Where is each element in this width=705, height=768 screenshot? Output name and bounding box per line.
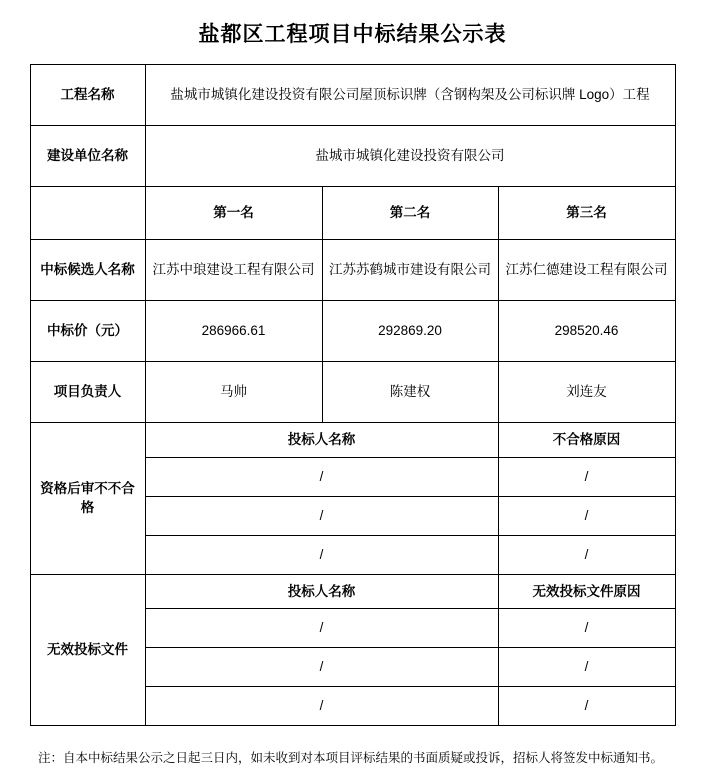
unqualified-bidder-3: / xyxy=(145,535,498,574)
invalid-label: 无效投标文件 xyxy=(30,574,145,726)
invalid-bidder-3: / xyxy=(145,687,498,726)
page-title: 盐都区工程项目中标结果公示表 xyxy=(198,23,507,46)
rank-header-2: 第二名 xyxy=(322,187,498,240)
bid-price-1: 286966.61 xyxy=(145,301,322,362)
table-row xyxy=(30,362,675,423)
unqualified-bidder-1: / xyxy=(145,457,498,496)
project-name-label: 工程名称 xyxy=(30,65,145,126)
candidate-label: 中标候选人名称 xyxy=(30,240,145,301)
project-manager-3: 刘连友 xyxy=(498,362,675,423)
unqualified-header-reason: 不合格原因 xyxy=(498,423,675,458)
table-row xyxy=(30,126,675,187)
unqualified-header-bidder: 投标人名称 xyxy=(145,423,498,458)
project-manager-label: 项目负责人 xyxy=(30,362,145,423)
owner-value: 盐城市城镇化建设投资有限公司 xyxy=(145,126,675,187)
rank-blank-cell xyxy=(30,187,145,240)
invalid-bidder-2: / xyxy=(145,648,498,687)
owner-label: 建设单位名称 xyxy=(30,126,145,187)
candidate-2: 江苏苏鹤城市建设有限公司 xyxy=(322,240,498,301)
invalid-header-bidder: 投标人名称 xyxy=(145,574,498,609)
project-name-value: 盐城市城镇化建设投资有限公司屋顶标识牌（含钢构架及公司标识牌 Logo）工程 xyxy=(145,65,675,126)
bid-result-table xyxy=(30,64,676,726)
table-row xyxy=(30,301,675,362)
invalid-bidder-1: / xyxy=(145,609,498,648)
unqualified-label: 资格后审不不合格 xyxy=(30,423,145,575)
invalid-reason-1: / xyxy=(498,609,675,648)
unqualified-reason-3: / xyxy=(498,535,675,574)
bid-price-2: 292869.20 xyxy=(322,301,498,362)
unqualified-reason-2: / xyxy=(498,496,675,535)
project-manager-2: 陈建权 xyxy=(322,362,498,423)
table-row xyxy=(30,423,675,458)
candidate-3: 江苏仁德建设工程有限公司 xyxy=(498,240,675,301)
rank-header-3: 第三名 xyxy=(498,187,675,240)
footer-note: 注：自本中标结果公示之日起三日内，如未收到对本项目评标结果的书面质疑或投诉，招标人将签发中标通知书。 xyxy=(38,751,664,766)
bid-price-3: 298520.46 xyxy=(498,301,675,362)
rank-header-1: 第一名 xyxy=(145,187,322,240)
bid-price-label: 中标价（元） xyxy=(30,301,145,362)
invalid-reason-3: / xyxy=(498,687,675,726)
table-row xyxy=(30,65,675,126)
table-row xyxy=(30,240,675,301)
project-manager-1: 马帅 xyxy=(145,362,322,423)
unqualified-reason-1: / xyxy=(498,457,675,496)
table-row xyxy=(30,187,675,240)
invalid-header-reason: 无效投标文件原因 xyxy=(498,574,675,609)
table-row xyxy=(30,574,675,609)
candidate-1: 江苏中琅建设工程有限公司 xyxy=(145,240,322,301)
invalid-reason-2: / xyxy=(498,648,675,687)
unqualified-bidder-2: / xyxy=(145,496,498,535)
